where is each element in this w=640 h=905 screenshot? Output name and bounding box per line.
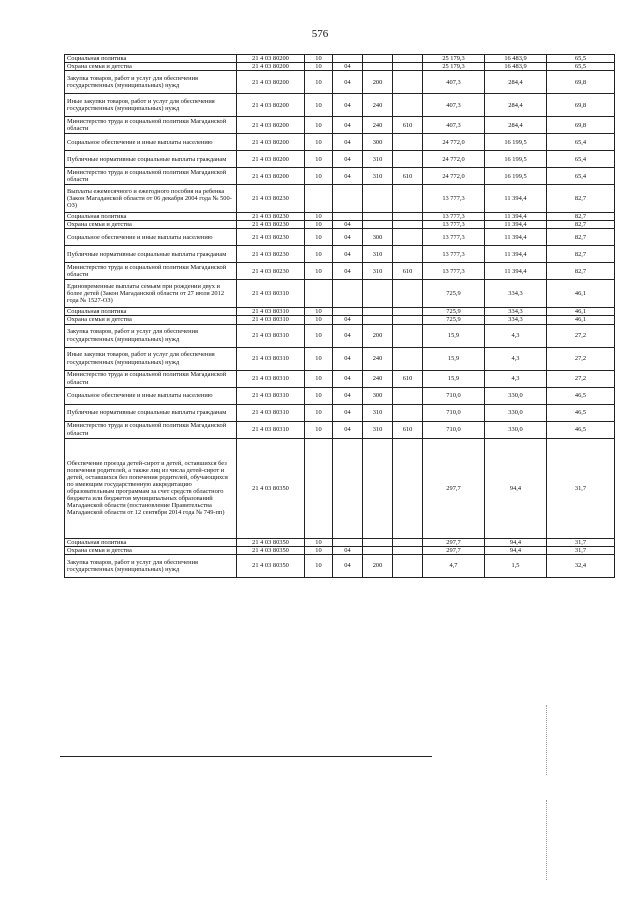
row-executed-amount: 11 394,4 bbox=[485, 246, 547, 263]
row-expense-type: 310 bbox=[363, 246, 393, 263]
row-executed-amount: 16 483,9 bbox=[485, 63, 547, 71]
row-approved-amount: 710,0 bbox=[423, 421, 485, 438]
row-expense-type bbox=[363, 280, 393, 308]
row-expense-type: 310 bbox=[363, 151, 393, 168]
row-ministry-code bbox=[393, 185, 423, 213]
row-ministry-code bbox=[393, 546, 423, 554]
row-ministry-code bbox=[393, 347, 423, 370]
row-executed-amount: 284,4 bbox=[485, 94, 547, 117]
row-approved-amount: 725,9 bbox=[423, 308, 485, 316]
row-expense-type: 240 bbox=[363, 370, 393, 387]
row-section: 10 bbox=[305, 347, 333, 370]
row-execution-percent: 27,2 bbox=[547, 324, 615, 347]
row-section: 10 bbox=[305, 324, 333, 347]
table-row bbox=[65, 421, 615, 438]
row-ministry-code: 610 bbox=[393, 421, 423, 438]
row-expense-type: 300 bbox=[363, 134, 393, 151]
row-execution-percent: 31,7 bbox=[547, 546, 615, 554]
row-expense-type bbox=[363, 63, 393, 71]
row-name: Иные закупки товаров, работ и услуг для обеспечения государственных (муниципальных) нужд bbox=[65, 94, 237, 117]
row-executed-amount: 334,3 bbox=[485, 316, 547, 324]
row-expense-type bbox=[363, 185, 393, 213]
row-approved-amount: 297,7 bbox=[423, 438, 485, 538]
row-expense-type: 240 bbox=[363, 94, 393, 117]
row-subsection: 04 bbox=[333, 347, 363, 370]
row-subsection bbox=[333, 213, 363, 221]
table-body bbox=[65, 55, 615, 578]
row-section: 10 bbox=[305, 229, 333, 246]
row-ministry-code: 610 bbox=[393, 370, 423, 387]
row-approved-amount: 24 772,0 bbox=[423, 168, 485, 185]
row-executed-amount: 16 483,9 bbox=[485, 55, 547, 63]
row-name: Охрана семьи и детства bbox=[65, 546, 237, 554]
row-expense-type bbox=[363, 438, 393, 538]
row-execution-percent: 46,5 bbox=[547, 421, 615, 438]
row-subsection bbox=[333, 185, 363, 213]
row-section: 10 bbox=[305, 55, 333, 63]
row-subsection bbox=[333, 308, 363, 316]
footer-divider bbox=[60, 756, 432, 757]
scan-artifact bbox=[546, 705, 548, 775]
table-row bbox=[65, 168, 615, 185]
row-approved-amount: 25 179,3 bbox=[423, 55, 485, 63]
row-approved-amount: 297,7 bbox=[423, 546, 485, 554]
row-section: 10 bbox=[305, 554, 333, 577]
row-expense-type: 310 bbox=[363, 421, 393, 438]
row-name: Министерство труда и социальной политики Магаданской области bbox=[65, 370, 237, 387]
row-execution-percent: 46,5 bbox=[547, 404, 615, 421]
row-subsection: 04 bbox=[333, 168, 363, 185]
row-executed-amount: 330,0 bbox=[485, 404, 547, 421]
row-code: 21 4 03 80230 bbox=[237, 263, 305, 280]
row-expense-type bbox=[363, 546, 393, 554]
row-execution-percent: 31,7 bbox=[547, 538, 615, 546]
row-ministry-code: 610 bbox=[393, 117, 423, 134]
row-ministry-code bbox=[393, 134, 423, 151]
table-row bbox=[65, 538, 615, 546]
row-execution-percent: 65,4 bbox=[547, 168, 615, 185]
row-code: 21 4 03 80200 bbox=[237, 94, 305, 117]
row-subsection bbox=[333, 538, 363, 546]
row-section: 10 bbox=[305, 404, 333, 421]
row-approved-amount: 13 777,3 bbox=[423, 221, 485, 229]
row-code: 21 4 03 80230 bbox=[237, 221, 305, 229]
row-section: 10 bbox=[305, 213, 333, 221]
row-execution-percent: 82,7 bbox=[547, 229, 615, 246]
row-ministry-code bbox=[393, 221, 423, 229]
table-row bbox=[65, 151, 615, 168]
row-section: 10 bbox=[305, 71, 333, 94]
row-code: 21 4 03 80200 bbox=[237, 63, 305, 71]
row-ministry-code bbox=[393, 324, 423, 347]
row-name: Охрана семьи и детства bbox=[65, 63, 237, 71]
row-approved-amount: 407,3 bbox=[423, 117, 485, 134]
row-approved-amount: 725,9 bbox=[423, 316, 485, 324]
row-name: Выплаты ежемесячного и ежегодного пособия на ребенка (Закон Магаданской области от 06 декабря 2004 года № 500-ОЗ) bbox=[65, 185, 237, 213]
table-row bbox=[65, 438, 615, 538]
row-ministry-code bbox=[393, 94, 423, 117]
row-name: Иные закупки товаров, работ и услуг для обеспечения государственных (муниципальных) нужд bbox=[65, 347, 237, 370]
row-expense-type: 310 bbox=[363, 404, 393, 421]
row-subsection: 04 bbox=[333, 421, 363, 438]
scan-artifact bbox=[546, 800, 548, 880]
row-section: 10 bbox=[305, 221, 333, 229]
row-subsection bbox=[333, 55, 363, 63]
row-name: Закупка товаров, работ и услуг для обеспечения государственных (муниципальных) нужд bbox=[65, 324, 237, 347]
row-name: Социальное обеспечение и иные выплаты населению bbox=[65, 229, 237, 246]
row-code: 21 4 03 80230 bbox=[237, 185, 305, 213]
row-name: Единовременные выплаты семьям при рождении двух и более детей (Закон Магаданской области от 27 июля 2012 года № 1527-ОЗ) bbox=[65, 280, 237, 308]
row-subsection: 04 bbox=[333, 71, 363, 94]
row-code: 21 4 03 80310 bbox=[237, 308, 305, 316]
row-executed-amount: 334,3 bbox=[485, 308, 547, 316]
row-approved-amount: 710,0 bbox=[423, 387, 485, 404]
row-section bbox=[305, 280, 333, 308]
row-section: 10 bbox=[305, 263, 333, 280]
row-expense-type bbox=[363, 213, 393, 221]
row-code: 21 4 03 80200 bbox=[237, 168, 305, 185]
row-name: Социальная политика bbox=[65, 55, 237, 63]
row-execution-percent: 82,7 bbox=[547, 263, 615, 280]
row-executed-amount: 11 394,4 bbox=[485, 185, 547, 213]
row-ministry-code bbox=[393, 308, 423, 316]
row-subsection: 04 bbox=[333, 229, 363, 246]
table-row bbox=[65, 134, 615, 151]
row-execution-percent: 65,4 bbox=[547, 151, 615, 168]
row-subsection: 04 bbox=[333, 316, 363, 324]
row-name: Социальное обеспечение и иные выплаты населению bbox=[65, 387, 237, 404]
row-executed-amount: 284,4 bbox=[485, 71, 547, 94]
row-code: 21 4 03 80310 bbox=[237, 421, 305, 438]
row-code: 21 4 03 80200 bbox=[237, 134, 305, 151]
row-expense-type bbox=[363, 55, 393, 63]
row-ministry-code bbox=[393, 71, 423, 94]
table-row bbox=[65, 185, 615, 213]
row-expense-type: 200 bbox=[363, 324, 393, 347]
row-section: 10 bbox=[305, 370, 333, 387]
row-code: 21 4 03 80350 bbox=[237, 546, 305, 554]
row-code: 21 4 03 80310 bbox=[237, 324, 305, 347]
row-approved-amount: 15,9 bbox=[423, 370, 485, 387]
row-code: 21 4 03 80310 bbox=[237, 370, 305, 387]
row-executed-amount: 330,0 bbox=[485, 421, 547, 438]
row-expense-type: 300 bbox=[363, 387, 393, 404]
row-ministry-code: 610 bbox=[393, 168, 423, 185]
row-code: 21 4 03 80230 bbox=[237, 229, 305, 246]
row-subsection: 04 bbox=[333, 63, 363, 71]
table-row bbox=[65, 404, 615, 421]
row-approved-amount: 25 179,3 bbox=[423, 63, 485, 71]
row-ministry-code bbox=[393, 387, 423, 404]
row-execution-percent: 82,7 bbox=[547, 185, 615, 213]
row-executed-amount: 16 199,5 bbox=[485, 168, 547, 185]
row-expense-type: 310 bbox=[363, 168, 393, 185]
row-executed-amount: 4,3 bbox=[485, 324, 547, 347]
row-execution-percent: 82,7 bbox=[547, 213, 615, 221]
row-subsection: 04 bbox=[333, 94, 363, 117]
row-section: 10 bbox=[305, 63, 333, 71]
table-row bbox=[65, 263, 615, 280]
row-subsection: 04 bbox=[333, 117, 363, 134]
row-subsection: 04 bbox=[333, 324, 363, 347]
row-approved-amount: 13 777,3 bbox=[423, 185, 485, 213]
table-row bbox=[65, 55, 615, 63]
row-execution-percent: 65,5 bbox=[547, 55, 615, 63]
row-name: Социальная политика bbox=[65, 538, 237, 546]
row-expense-type: 240 bbox=[363, 117, 393, 134]
table-row bbox=[65, 546, 615, 554]
row-expense-type bbox=[363, 316, 393, 324]
row-expense-type: 300 bbox=[363, 229, 393, 246]
row-subsection: 04 bbox=[333, 263, 363, 280]
row-code: 21 4 03 80310 bbox=[237, 347, 305, 370]
row-execution-percent: 65,4 bbox=[547, 134, 615, 151]
row-execution-percent: 82,7 bbox=[547, 246, 615, 263]
table-row bbox=[65, 71, 615, 94]
row-section: 10 bbox=[305, 246, 333, 263]
table-row bbox=[65, 246, 615, 263]
row-executed-amount: 284,4 bbox=[485, 117, 547, 134]
row-approved-amount: 407,3 bbox=[423, 71, 485, 94]
row-execution-percent: 27,2 bbox=[547, 370, 615, 387]
row-execution-percent: 46,1 bbox=[547, 316, 615, 324]
row-subsection: 04 bbox=[333, 387, 363, 404]
row-name: Охрана семьи и детства bbox=[65, 316, 237, 324]
budget-table bbox=[64, 54, 615, 578]
row-subsection bbox=[333, 438, 363, 538]
row-execution-percent: 65,5 bbox=[547, 63, 615, 71]
row-executed-amount: 334,3 bbox=[485, 280, 547, 308]
row-executed-amount: 16 199,5 bbox=[485, 134, 547, 151]
row-ministry-code: 610 bbox=[393, 263, 423, 280]
row-code: 21 4 03 80350 bbox=[237, 438, 305, 538]
row-execution-percent: 46,1 bbox=[547, 280, 615, 308]
row-expense-type: 310 bbox=[363, 263, 393, 280]
row-code: 21 4 03 80310 bbox=[237, 316, 305, 324]
row-name: Министерство труда и социальной политики Магаданской области bbox=[65, 168, 237, 185]
row-section: 10 bbox=[305, 546, 333, 554]
table-row bbox=[65, 308, 615, 316]
row-code: 21 4 03 80230 bbox=[237, 213, 305, 221]
row-section: 10 bbox=[305, 168, 333, 185]
row-section bbox=[305, 185, 333, 213]
row-subsection: 04 bbox=[333, 554, 363, 577]
row-subsection: 04 bbox=[333, 404, 363, 421]
row-approved-amount: 15,9 bbox=[423, 347, 485, 370]
row-ministry-code bbox=[393, 538, 423, 546]
row-ministry-code bbox=[393, 151, 423, 168]
row-subsection: 04 bbox=[333, 134, 363, 151]
row-execution-percent: 69,8 bbox=[547, 94, 615, 117]
row-executed-amount: 4,3 bbox=[485, 370, 547, 387]
row-expense-type: 240 bbox=[363, 347, 393, 370]
row-ministry-code bbox=[393, 246, 423, 263]
row-name: Обеспечение проезда детей-сирот и детей, оставшихся без попечения родителей, а также лиц из числа детей-сирот и детей, оставшихся без попечения родителей, обучающихся по имеющим государственную аккредитацию образовательным программам за счет средств областного бюджета или бюджетов муниципальных образований Магаданской области (постановление Правительства Магаданской области от 12 сентября 2014 года № 749-пп) bbox=[65, 438, 237, 538]
row-name: Социальная политика bbox=[65, 213, 237, 221]
table-row bbox=[65, 280, 615, 308]
row-executed-amount: 330,0 bbox=[485, 387, 547, 404]
row-code: 21 4 03 80310 bbox=[237, 404, 305, 421]
table-row bbox=[65, 117, 615, 134]
row-section bbox=[305, 438, 333, 538]
row-ministry-code bbox=[393, 55, 423, 63]
row-name: Охрана семьи и детства bbox=[65, 221, 237, 229]
row-execution-percent: 31,7 bbox=[547, 438, 615, 538]
row-executed-amount: 16 199,5 bbox=[485, 151, 547, 168]
row-approved-amount: 24 772,0 bbox=[423, 151, 485, 168]
table-row bbox=[65, 324, 615, 347]
row-name: Публичные нормативные социальные выплаты гражданам bbox=[65, 404, 237, 421]
row-section: 10 bbox=[305, 94, 333, 117]
row-code: 21 4 03 80310 bbox=[237, 387, 305, 404]
row-name: Публичные нормативные социальные выплаты гражданам bbox=[65, 151, 237, 168]
row-ministry-code bbox=[393, 280, 423, 308]
table-row bbox=[65, 229, 615, 246]
row-expense-type bbox=[363, 308, 393, 316]
row-subsection: 04 bbox=[333, 546, 363, 554]
row-approved-amount: 407,3 bbox=[423, 94, 485, 117]
row-subsection bbox=[333, 280, 363, 308]
table-row bbox=[65, 316, 615, 324]
table-row bbox=[65, 221, 615, 229]
row-approved-amount: 24 772,0 bbox=[423, 134, 485, 151]
row-executed-amount: 94,4 bbox=[485, 438, 547, 538]
row-expense-type: 200 bbox=[363, 71, 393, 94]
row-code: 21 4 03 80200 bbox=[237, 151, 305, 168]
row-executed-amount: 11 394,4 bbox=[485, 263, 547, 280]
row-section: 10 bbox=[305, 134, 333, 151]
page-number: 576 bbox=[311, 28, 329, 40]
row-executed-amount: 1,5 bbox=[485, 554, 547, 577]
row-subsection: 04 bbox=[333, 151, 363, 168]
row-name: Закупка товаров, работ и услуг для обеспечения государственных (муниципальных) нужд bbox=[65, 554, 237, 577]
row-code: 21 4 03 80200 bbox=[237, 71, 305, 94]
row-approved-amount: 710,0 bbox=[423, 404, 485, 421]
row-execution-percent: 46,5 bbox=[547, 387, 615, 404]
row-name: Социальная политика bbox=[65, 308, 237, 316]
row-approved-amount: 725,9 bbox=[423, 280, 485, 308]
row-subsection: 04 bbox=[333, 370, 363, 387]
row-name: Социальное обеспечение и иные выплаты населению bbox=[65, 134, 237, 151]
table-row bbox=[65, 554, 615, 577]
row-execution-percent: 82,7 bbox=[547, 221, 615, 229]
row-code: 21 4 03 80200 bbox=[237, 117, 305, 134]
row-execution-percent: 69,8 bbox=[547, 71, 615, 94]
row-ministry-code bbox=[393, 63, 423, 71]
row-ministry-code bbox=[393, 316, 423, 324]
row-code: 21 4 03 80350 bbox=[237, 538, 305, 546]
table-row bbox=[65, 63, 615, 71]
row-executed-amount: 94,4 bbox=[485, 538, 547, 546]
row-section: 10 bbox=[305, 421, 333, 438]
row-executed-amount: 94,4 bbox=[485, 546, 547, 554]
row-section: 10 bbox=[305, 308, 333, 316]
table-row bbox=[65, 370, 615, 387]
row-executed-amount: 11 394,4 bbox=[485, 221, 547, 229]
row-subsection: 04 bbox=[333, 221, 363, 229]
row-code: 21 4 03 80310 bbox=[237, 280, 305, 308]
row-ministry-code bbox=[393, 213, 423, 221]
table-row bbox=[65, 387, 615, 404]
row-name: Министерство труда и социальной политики Магаданской области bbox=[65, 263, 237, 280]
row-expense-type bbox=[363, 538, 393, 546]
row-section: 10 bbox=[305, 316, 333, 324]
row-ministry-code bbox=[393, 229, 423, 246]
row-executed-amount: 11 394,4 bbox=[485, 213, 547, 221]
row-code: 21 4 03 80350 bbox=[237, 554, 305, 577]
table-row bbox=[65, 213, 615, 221]
row-ministry-code bbox=[393, 404, 423, 421]
row-section: 10 bbox=[305, 387, 333, 404]
row-approved-amount: 4,7 bbox=[423, 554, 485, 577]
row-name: Публичные нормативные социальные выплаты гражданам bbox=[65, 246, 237, 263]
row-approved-amount: 13 777,3 bbox=[423, 229, 485, 246]
row-approved-amount: 13 777,3 bbox=[423, 263, 485, 280]
row-approved-amount: 13 777,3 bbox=[423, 246, 485, 263]
row-ministry-code bbox=[393, 554, 423, 577]
row-execution-percent: 69,8 bbox=[547, 117, 615, 134]
table-row bbox=[65, 347, 615, 370]
row-name: Министерство труда и социальной политики Магаданской области bbox=[65, 421, 237, 438]
table-row bbox=[65, 94, 615, 117]
row-subsection: 04 bbox=[333, 246, 363, 263]
row-execution-percent: 27,2 bbox=[547, 347, 615, 370]
row-executed-amount: 11 394,4 bbox=[485, 229, 547, 246]
row-expense-type bbox=[363, 221, 393, 229]
row-approved-amount: 13 777,3 bbox=[423, 213, 485, 221]
row-section: 10 bbox=[305, 151, 333, 168]
row-execution-percent: 32,4 bbox=[547, 554, 615, 577]
row-approved-amount: 297,7 bbox=[423, 538, 485, 546]
row-approved-amount: 15,9 bbox=[423, 324, 485, 347]
row-section: 10 bbox=[305, 538, 333, 546]
row-execution-percent: 46,1 bbox=[547, 308, 615, 316]
row-executed-amount: 4,3 bbox=[485, 347, 547, 370]
row-code: 21 4 03 80230 bbox=[237, 246, 305, 263]
row-ministry-code bbox=[393, 438, 423, 538]
row-code: 21 4 03 80200 bbox=[237, 55, 305, 63]
row-name: Закупка товаров, работ и услуг для обеспечения государственных (муниципальных) нужд bbox=[65, 71, 237, 94]
row-name: Министерство труда и социальной политики Магаданской области bbox=[65, 117, 237, 134]
row-expense-type: 200 bbox=[363, 554, 393, 577]
row-section: 10 bbox=[305, 117, 333, 134]
